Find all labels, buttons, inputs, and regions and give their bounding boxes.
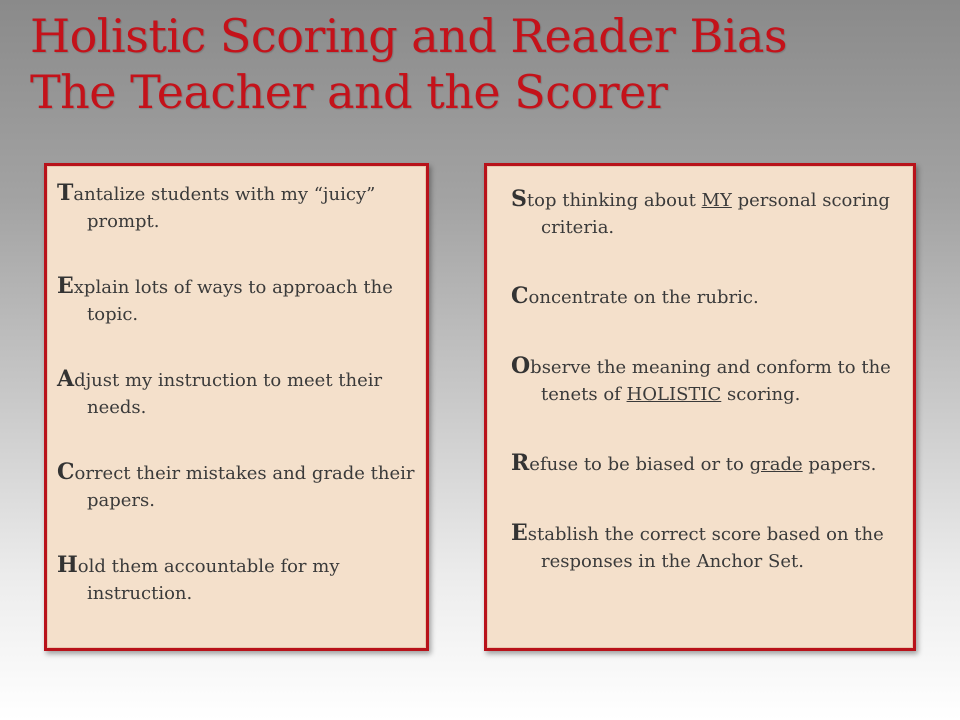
- scorer-item: [511, 186, 901, 241]
- scorer-item: [511, 283, 901, 311]
- item-initial: T: [57, 180, 74, 206]
- item-initial: R: [511, 450, 530, 476]
- scorer-item: [511, 353, 901, 408]
- item-text: xplain lots of ways to approach the topic.: [73, 277, 393, 325]
- item-text-tail: scoring.: [721, 384, 801, 405]
- scorer-item: [511, 450, 901, 478]
- item-initial: E: [511, 520, 528, 546]
- teacher-item: [57, 366, 416, 421]
- item-text: antalize students with my “juicy” prompt.: [73, 184, 376, 232]
- item-emphasis: grade: [749, 454, 803, 475]
- teacher-item: [57, 273, 416, 328]
- teacher-item: [57, 180, 416, 235]
- item-initial: S: [511, 186, 527, 212]
- item-text: djust my instruction to meet their needs.: [74, 370, 383, 418]
- title-line-1: Holistic Scoring and Reader Bias: [30, 9, 788, 63]
- item-initial: C: [511, 283, 529, 309]
- item-text: old them accountable for my instruction.: [77, 556, 340, 604]
- scorer-item: [511, 520, 901, 575]
- item-text-tail: personal scoring criteria.: [541, 190, 890, 238]
- teacher-panel: [44, 163, 429, 651]
- item-initial: H: [57, 552, 78, 578]
- item-text: orrect their mistakes and grade their papers.: [74, 463, 415, 511]
- item-text: efuse to be biased or to: [529, 454, 750, 475]
- item-initial: C: [57, 459, 75, 485]
- item-initial: O: [511, 353, 531, 379]
- item-text-tail: papers.: [802, 454, 877, 475]
- teacher-item: [57, 459, 416, 514]
- item-text: bserve the meaning and conform to the tenets of: [530, 357, 891, 405]
- item-text: top thinking about: [526, 190, 702, 211]
- slide-title: [30, 8, 940, 120]
- teacher-item: [57, 552, 416, 607]
- item-emphasis: MY: [701, 190, 732, 211]
- scorer-panel: [484, 163, 916, 651]
- item-text: stablish the correct score based on the responses in the Anchor Set.: [527, 524, 884, 572]
- item-text: oncentrate on the rubric.: [528, 287, 759, 308]
- item-initial: A: [57, 366, 75, 392]
- item-initial: E: [57, 273, 74, 299]
- item-emphasis: HOLISTIC: [626, 384, 722, 405]
- title-line-2: The Teacher and the Scorer: [30, 65, 668, 119]
